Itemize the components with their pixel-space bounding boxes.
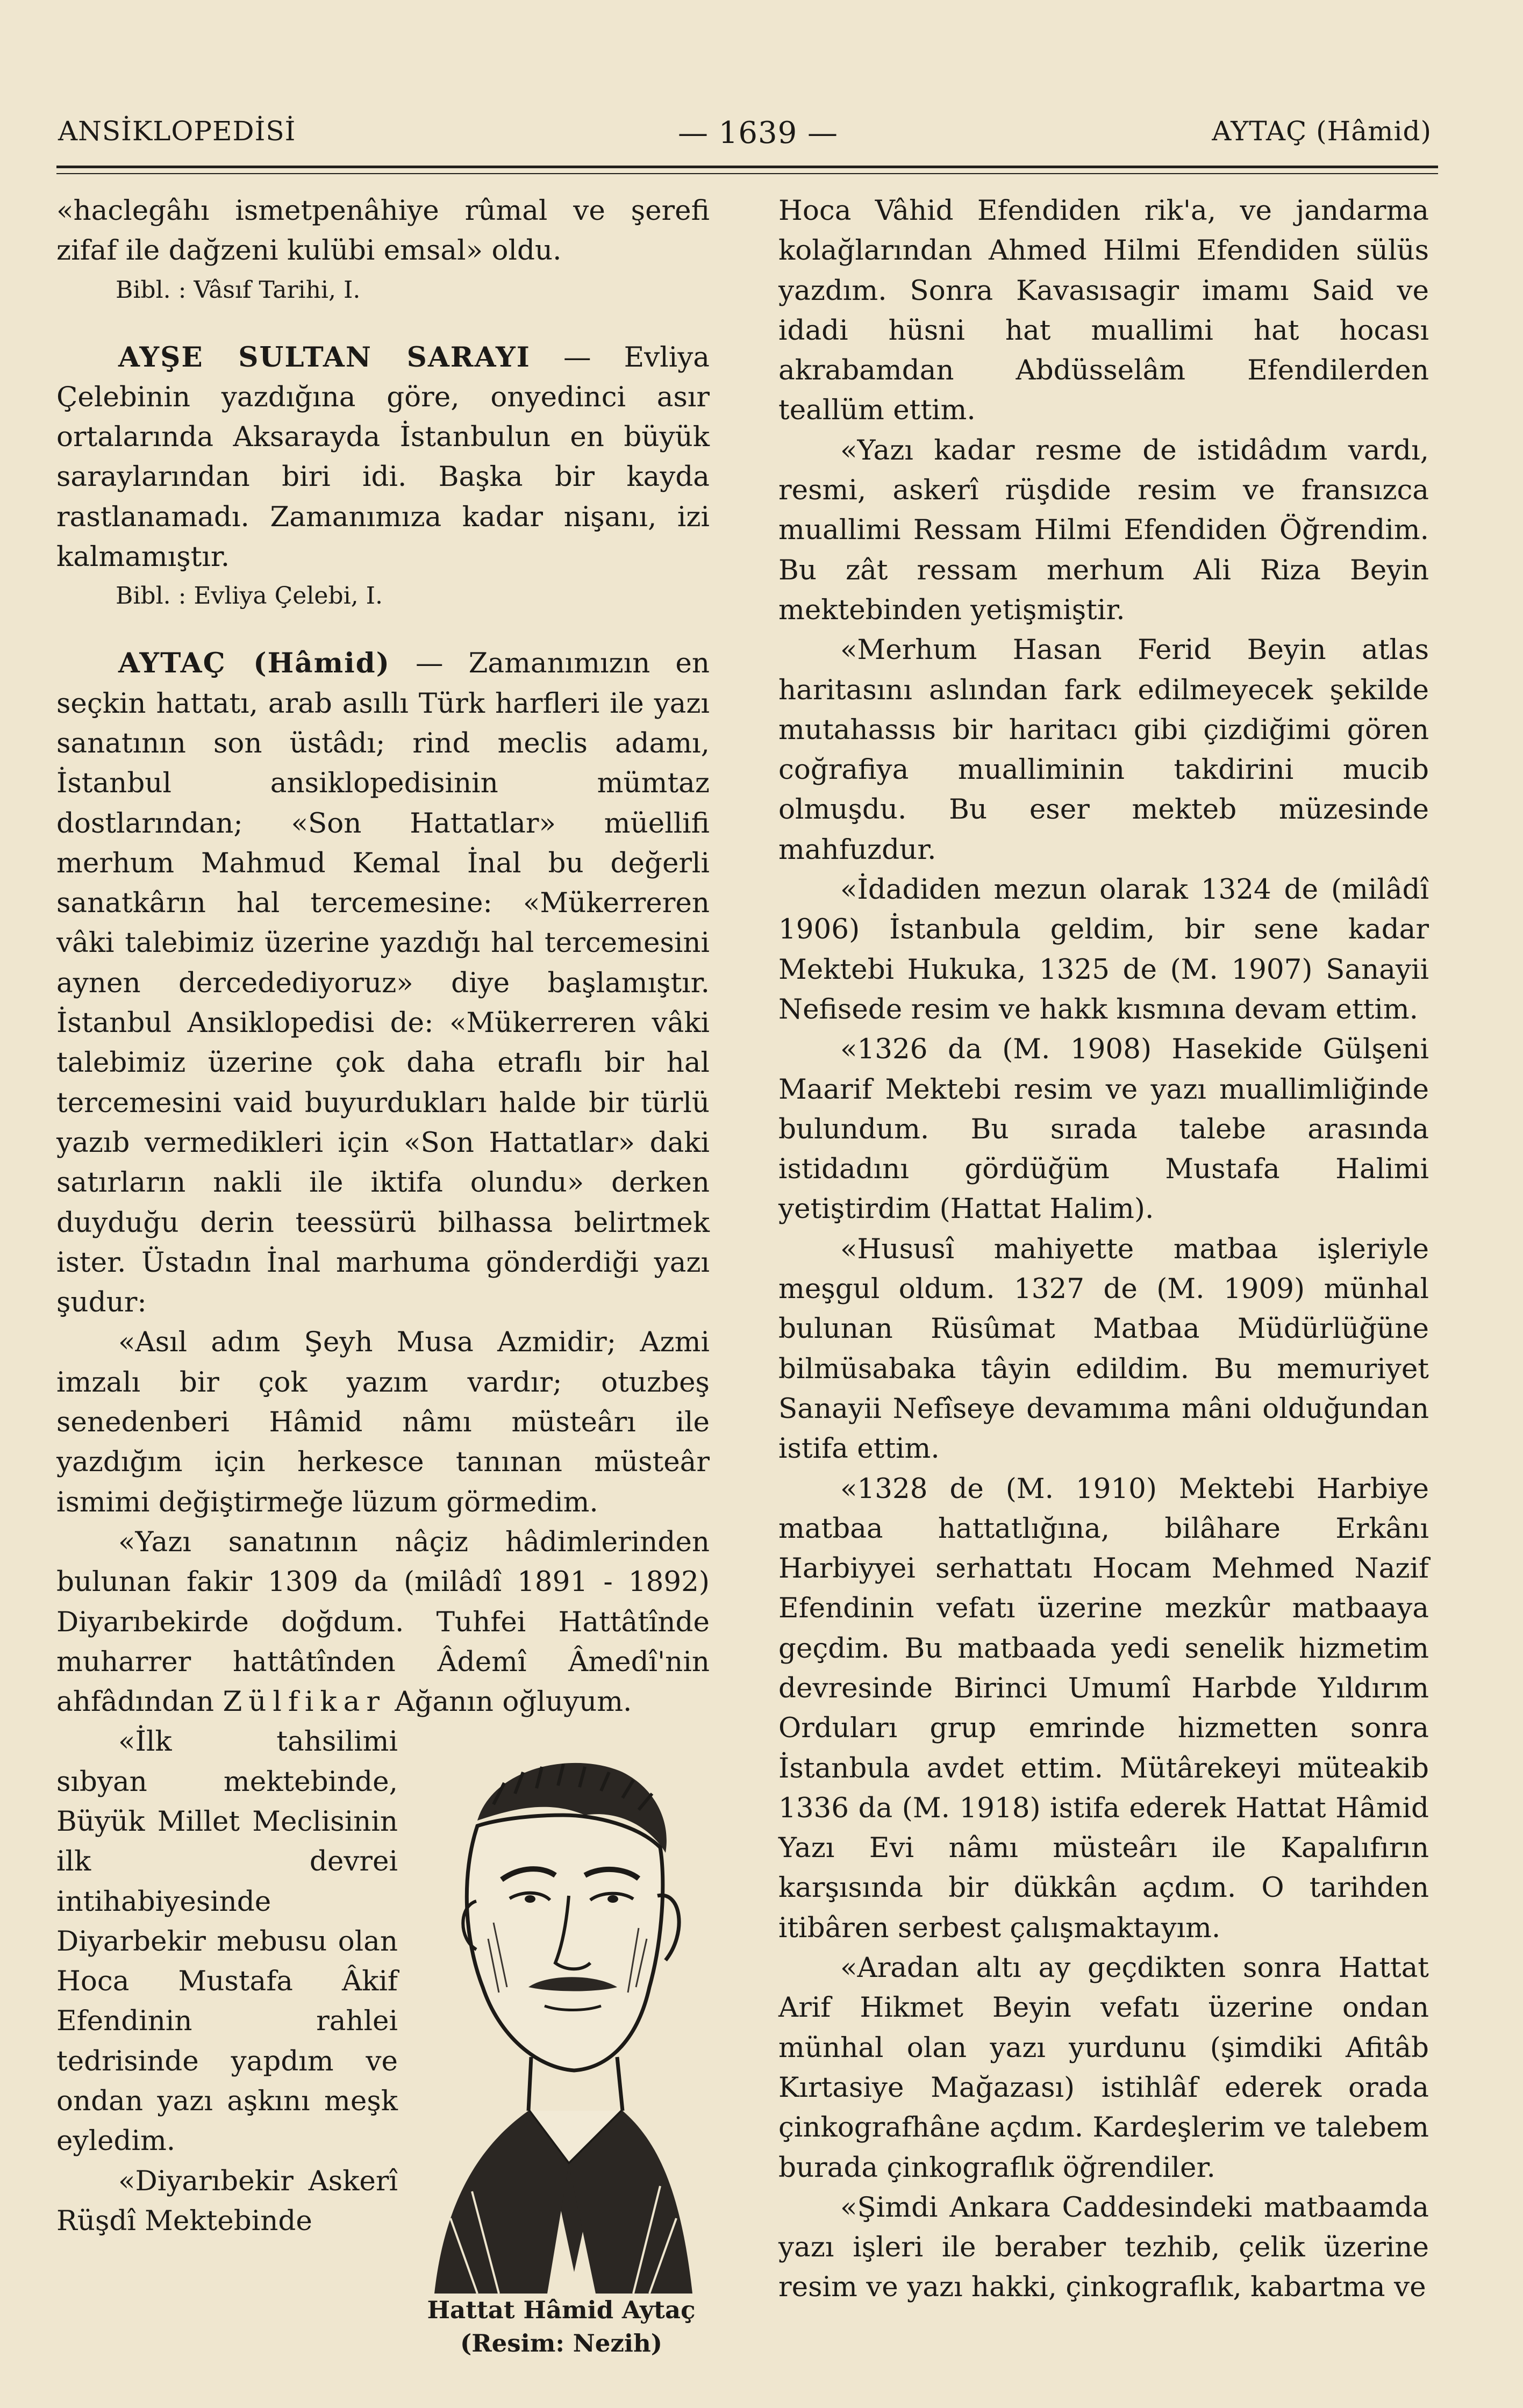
paragraph-asil-adim: «Asıl adım Şeyh Musa Azmidir; Azmi imzalı bir çok yazım vardır; otuzbeş senedenberi Hâmid nâmı müsteârı ile yazdığım için herkesce tanınan müsteâr ismimi değiştirmeğe lüzum görmedim. — [56, 1326, 710, 1518]
paragraph-diyaribekir: «Diyarıbekir Askerî Rüşdî Mektebinde — [56, 2165, 398, 2237]
paragraph-harbiye: «1328 de (M. 1910) Mektebi Harbiye matbaa hattatlığına, bilâhare Erkânı Harbiyyei serhattatı Hocam Mehmed Nazif Efendinin vefatı üzerine mezkûr matbaaya geçdim. Bu matbaada yedi senelik hizmetim devresinde Birinci Umumî Harbde Yıldırım Orduları grup emrinde hizmetten sonra İstanbula avdet ettim. Mütârekeyi müteakib 1336 da (M. 1918) istifa ederek Hattat Hâmid Yazı Evi nâmı müsteârı ile Kapalıfırın karşısında bir dükkân açdım. O tarihden itibâren serbest çalışmaktayım. — [778, 1472, 1429, 1944]
paragraph-atlas: «Merhum Hasan Ferid Beyin atlas haritasını aslından fark edilmeyecek şekilde mutahassıs bir haritacı gibi çizdiğimi gören coğrafiya mualliminin takdirini mucib olmuşdu. Bu eser mekteb müzesinde mahfuzdur. — [778, 634, 1429, 866]
paragraph-arif-hikmet: «Aradan altı ay geçdikten sonra Hattat Arif Hikmet Beyin vefatı üzerine ondan münhal olan yazı yurdunu (şimdiki Afitâb Kırtasiye Mağazası) istihlâf ederek orada çinkografhâne açdım. Kardeşlerim ve talebem burada çinkograflık öğrendiler. — [778, 1952, 1429, 2184]
paragraph-continuation: «haclegâhı ismetpenâhiye rûmal ve şerefi zifaf ile dağzeni kulübi emsal» oldu. — [56, 195, 710, 267]
paragraph-haseki: «1326 da (M. 1908) Hasekide Gülşeni Maarif Mektebi resim ve yazı muallimliğinde bulundum. Bu sırada talebe arasında istidadını gördüğüm Mustafa Halimi yetiştirdim (Hattat Halim). — [778, 1033, 1429, 1226]
paragraph-resim: «Yazı kadar resme de istidâdım vardı, resmi, askerî rüşdide resim ve fransızca muallimi Ressam Hilmi Efendiden Öğrendim. Bu zât ressam merhum Ali Riza Beyin mektebinden yetişmiştir. — [778, 434, 1429, 626]
paragraph-hoca-vahid: Hoca Vâhid Efendiden rik'a, ve jandarma kolağlarından Ahmed Hilmi Efendiden sülüs yazdım. Sonra Kavasısagir imamı Said ve idadi hüsni hat muallimi hat hocası akrabamdan Abdüsselâm Efendilerden teallüm ettim. — [778, 195, 1429, 427]
left-column — [56, 191, 710, 2358]
entry-body-ayse: — Evliya Çelebinin yazdığına göre, onyedinci asır ortalarında Aksarayda İstanbulun en büyük saraylarından biri idi. Başka bir kayda rastlanamadı. Zamanımıza kadar nişanı, izi kalmamıştır. — [56, 341, 710, 574]
page-number: — 1639 — — [677, 116, 839, 150]
portrait-caption — [413, 2294, 710, 2360]
right-column — [778, 191, 1429, 2304]
name-zulfikar: Zülfikar — [223, 1686, 386, 1718]
entry-body-aytac: — Zamanımızın en seçkin hattatı, arab asıllı Türk harfleri ile yazı sanatının son üstâdı; rind meclis adamı, İstanbul ansiklopedisinin mümtaz dostlarından; «Son Hattatlar» müellifi merhum Mahmud Kemal İnal bu değerli sanatkârın hal tercemesine: «Mükerreren vâki talebimiz üzerine yazdığı hal tercemesini aynen dercedediyoruz» diye başlamıştır. İstanbul Ansiklopedisi de: «Mükerreren vâki talebimiz üzerine çok daha etraflı bir hal tercemesini vaid buyurdukları halde bir türlü yazıb vermedikleri için «Son Hattatlar» daki satırların nakli ile iktifa olundu» derken duyduğu derin teessürü bilhassa belirtmek ister. Üstadın İnal marhuma gönderdiği yazı şudur: — [56, 647, 710, 1319]
header-rule-thin — [56, 173, 1438, 174]
entry-title-ayse: AYŞE SULTAN SARAYI — [118, 341, 531, 374]
caption-title: Hattat Hâmid Aytaç — [427, 2296, 696, 2325]
caption-credit: (Resim: Nezih) — [460, 2329, 663, 2358]
entry-aytac-hamid — [56, 643, 710, 1322]
running-header-left: ANSİKLOPEDİSİ — [58, 116, 296, 147]
entry-title-aytac: AYTAÇ (Hâmid) — [118, 647, 391, 680]
paragraph-yazi-text-b: Ağanın oğluyum. — [385, 1686, 632, 1718]
portrait-illustration — [413, 1735, 710, 2294]
paragraph-matbaa: «Hususî mahiyette matbaa işleriyle meşgul oldum. 1327 de (M. 1909) münhal bulunan Rüsûmat Matbaa Müdürlüğüne bilmüsabaka tâyin edildim. Bu memuriyet Sanayii Nefîseye devamıma mâni olduğundan istifa ettim. — [778, 1232, 1429, 1465]
paragraph-yazi-text-a: «Yazı sanatının nâçiz hâdimlerinden bulunan fakir 1309 da (milâdî 1891 - 1892) Diyarıbekirde doğdum. Tuhfei Hattâtînde muharrer hattâtînden Âdemî Âmedî'nin ahfâdından — [56, 1525, 710, 1718]
paragraph-ilk-tahsil: «İlk tahsilimi sıbyan mektebinde, Büyük Millet Meclisinin ilk devrei intihabiyesinde Diyarbekir mebusu olan Hoca Mustafa Âkif Efendinin rahlei tedrisinde yapdım ve ondan yazı aşkını meşk eyledim. — [56, 1725, 398, 2158]
header-rule — [56, 166, 1438, 168]
running-header-right: AYTAÇ (Hâmid) — [1212, 116, 1432, 147]
paragraph-yazi-sanati — [56, 1522, 710, 1722]
paragraph-ankara-caddesi: «Şimdi Ankara Caddesindeki matbaamda yazı işleri ile beraber tezhib, çelik üzerine resim ve yazı hakki, çinkograflık, kabartma ve — [778, 2191, 1429, 2304]
entry-ayse-sultan-sarayi — [56, 338, 710, 577]
bibliography-vasif: Bibl. : Vâsıf Tarihi, I. — [116, 276, 361, 304]
bibliography-evliya: Bibl. : Evliya Çelebi, I. — [116, 582, 383, 610]
portrait-figure — [413, 1735, 710, 2361]
paragraph-idadi: «İdadiden mezun olarak 1324 de (milâdî 1906) İstanbula geldim, bir sene kadar Mektebi Hukuka, 1325 de (M. 1907) Sanayii Nefisede resim ve hakk kısmına devam ettim. — [778, 873, 1429, 1026]
